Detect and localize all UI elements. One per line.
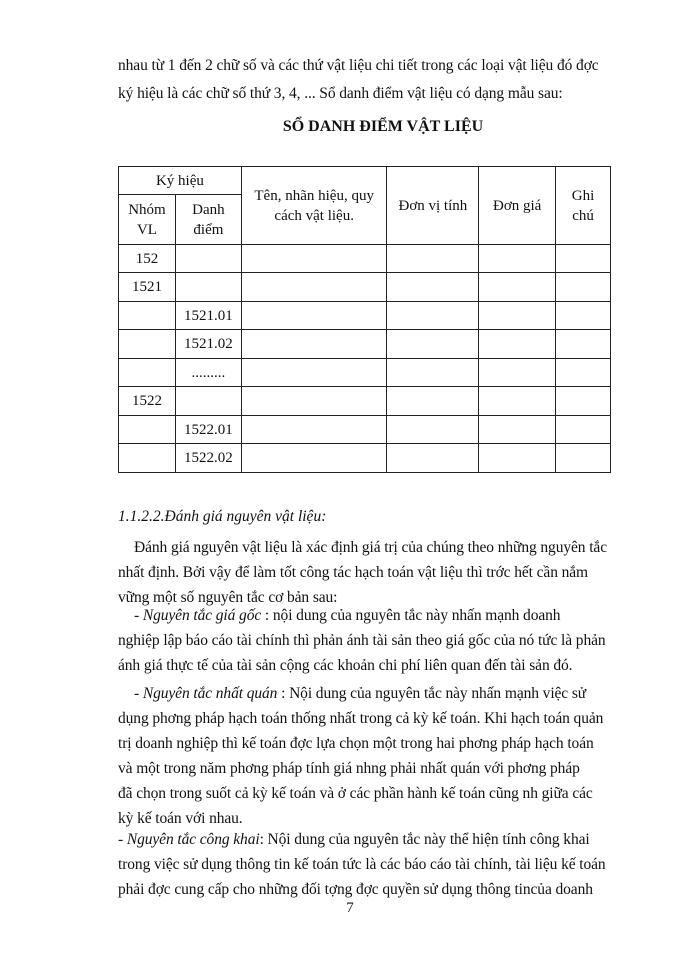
header-note-line1: Ghi [571, 187, 595, 204]
cell-item: 1522.01 [175, 416, 241, 444]
p-nhatquan-term: Nguyên tắc nhất quán [142, 685, 278, 702]
p-nhatquan-line-2: dụng phơng pháp hạch toán thống nhất trong cả kỳ kế toán. Khi hạch toán quản [118, 710, 604, 727]
p-goc-text: : nội dung của nguyên tắc này nhấn mạnh doanh [261, 607, 561, 624]
cell-group [119, 302, 176, 330]
table-row [119, 387, 611, 416]
page-number: 7 [346, 900, 354, 916]
p-goc-dash: - [134, 607, 143, 624]
header-group [119, 195, 176, 245]
p-congkhai-text: : Nội dung của nguyên tắc này thể hiện tính công khai [259, 831, 590, 848]
cell-group [119, 416, 176, 444]
p-goc-line-1 [134, 606, 634, 626]
table-row [119, 359, 611, 387]
cell-group [119, 330, 176, 359]
material-code-table [118, 166, 611, 473]
para1-line-2: nhất định. Bởi vậy để làm tốt công tác hạch toán vật liệu thì trớc hết cần nắm [118, 564, 589, 581]
cell-item [175, 273, 241, 302]
cell-group: 152 [119, 245, 176, 273]
header-item-line2: điểm [193, 221, 224, 238]
header-note-line2: chú [572, 207, 594, 224]
cell-item [175, 245, 241, 273]
p-congkhai-line-2: trong việc sử dụng thông tin kế toán tức là các báo cáo tài chính, tài liệu kế toán [118, 856, 606, 873]
intro-line-2: ký hiệu là các chữ số thứ 3, 4, ... Sổ danh điểm vật liệu có dạng mẫu sau: [118, 85, 563, 102]
cell-item: ......... [175, 359, 241, 387]
header-item-line1: Danh [192, 201, 225, 218]
header-group-line2: VL [136, 221, 157, 238]
p-nhatquan-dash: - [134, 685, 143, 702]
intro-line-1: nhau từ 1 đến 2 chữ số và các thứ vật liệu chi tiết trong các loại vật liệu đó đợc [118, 57, 599, 74]
p-goc-line-3: ánh giá thực tế của tài sản cộng các khoản chi phí liên quan đến tài sản đó. [118, 657, 573, 674]
header-item [175, 195, 241, 245]
table-row [119, 416, 611, 444]
p-congkhai-line-1 [118, 830, 648, 850]
p-goc-term: Nguyên tắc giá gốc [142, 607, 262, 624]
p-goc-line-2: nghiệp lập báo cáo tài chính thì phản ánh tài sản theo giá gốc của nó tức là phản [118, 632, 606, 649]
cell-group [119, 359, 176, 387]
cell-item: 1521.01 [175, 302, 241, 330]
cell-item: 1521.02 [175, 330, 241, 359]
cell-group [119, 444, 176, 473]
cell-item [175, 387, 241, 416]
header-name [241, 167, 387, 245]
header-name-line1: Tên, nhãn hiệu, quy [254, 187, 374, 204]
table-title: SỔ DANH ĐIỂM VẬT LIỆU [282, 118, 484, 135]
p-nhatquan-line-5: đã chọn trong suốt cả kỳ kế toán và ở các phần hành kế toán cũng nh giữa các [118, 785, 593, 802]
p-nhatquan-line-1 [134, 684, 634, 704]
header-unit: Đơn vị tính [387, 167, 479, 245]
p-congkhai-dash: - [118, 831, 127, 848]
p-nhatquan-line-4: và một trong năm phơng pháp tính giá nhng phải nhất quán với phơng pháp [118, 760, 580, 777]
p-nhatquan-line-3: trị doanh nghiệp thì kế toán đợc lựa chọn một trong hai phơng pháp hạch toán [118, 735, 594, 752]
cell-group: 1521 [119, 273, 176, 302]
header-kyhieu: Ký hiệu [119, 167, 242, 195]
para1-line-1: Đánh giá nguyên vật liệu là xác định giá trị của chúng theo những nguyên tắc [134, 539, 607, 556]
header-group-line1: Nhóm [128, 201, 166, 218]
cell-item: 1522.02 [175, 444, 241, 473]
header-price: Đơn giá [479, 167, 556, 245]
p-nhatquan-line-6: kỳ kế toán với nhau. [118, 810, 243, 827]
table-row [119, 245, 611, 273]
table-row [119, 302, 611, 330]
p-nhatquan-text: : Nội dung của nguyên tắc này nhấn mạnh việc sử [277, 685, 587, 702]
cell-group: 1522 [119, 387, 176, 416]
para1-line-3: vững một số nguyên tắc cơ bản sau: [118, 589, 338, 606]
section-heading: 1.1.2.2.Đánh giá nguyên vật liệu: [118, 508, 327, 525]
table-row [119, 273, 611, 302]
p-congkhai-term: Nguyên tắc công khai [126, 831, 260, 848]
table-row [119, 330, 611, 359]
header-name-line2: cách vật liệu. [274, 207, 354, 224]
header-note [556, 167, 611, 245]
table-row [119, 444, 611, 473]
p-congkhai-line-3: phải đợc cung cấp cho những đối tợng đợc quyền sử dụng thông tincủa doanh [118, 881, 593, 898]
